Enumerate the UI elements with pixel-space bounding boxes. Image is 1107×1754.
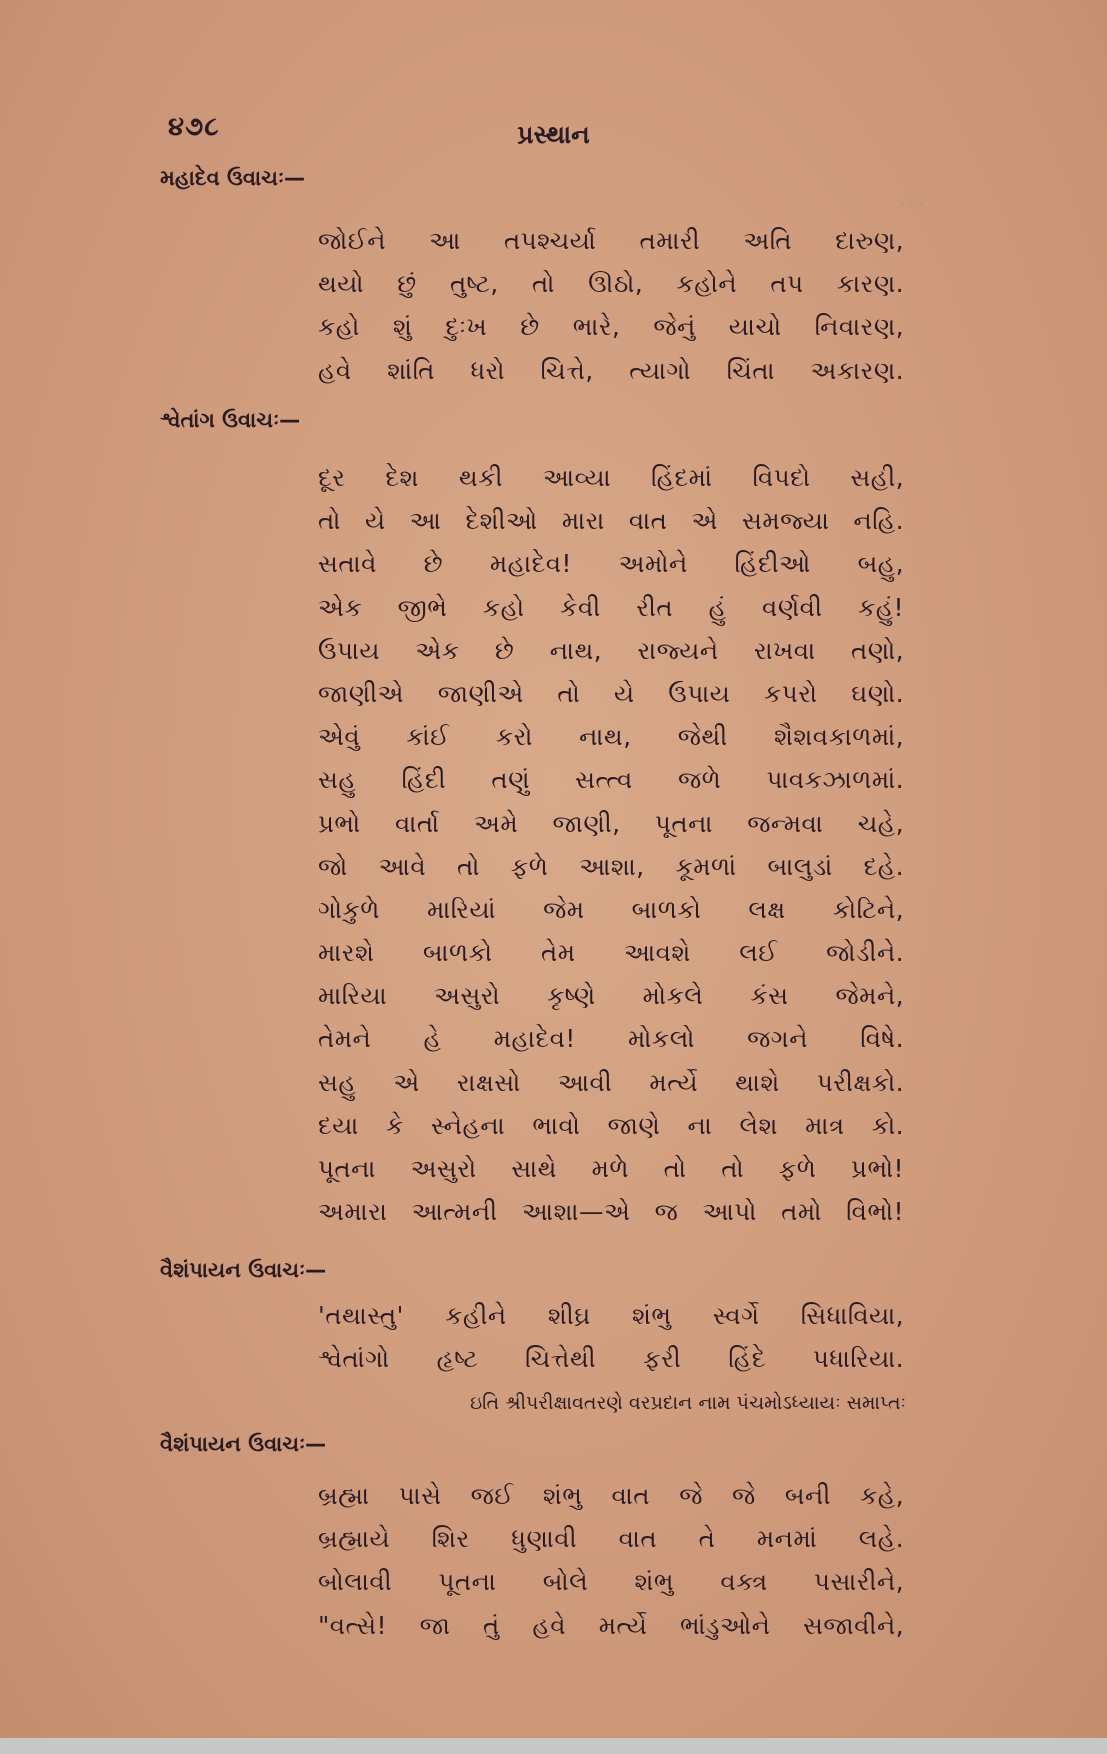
verse-line: ઉપાય એક છે નાથ, રાજ્યને રાખવા તણો, bbox=[318, 635, 904, 665]
verse-line: અમારા આત્મની આશા—એ જ આપો તમો વિભો! bbox=[318, 1197, 904, 1227]
verse-stanza bbox=[318, 219, 904, 392]
verse-line: થયો છું તુષ્ટ, તો ઊઠો, કહોને તપ કારણ. bbox=[318, 269, 904, 299]
verse-line: હવે શાંતિ ધરો ચિત્તે, ત્યાગો ચિંતા અકારણ. bbox=[318, 355, 904, 385]
verse-line: બ્રહ્માયે શિર ધુણાવી વાત તે મનમાં લહે. bbox=[318, 1524, 904, 1554]
scan-edge bbox=[0, 1738, 1107, 1754]
verse-line: 'તથાસ્તુ' કહીને શીઘ્ર શંભુ સ્વર્ગે સિધાવિયા, bbox=[318, 1301, 904, 1330]
verse-line: "વત્સે! જા તું હવે મર્ત્યે ભાંડુઓને સજાવીને, bbox=[318, 1610, 904, 1640]
verse-line: બ્રહ્મા પાસે જઈ શંભુ વાત જે જે બની કહે, bbox=[318, 1481, 904, 1510]
verse-line: દૂર દેશ થકી આવ્યા હિંદમાં વિપદો સહી, bbox=[318, 463, 904, 492]
verse-line: પ્રભો વાર્તા અમે જાણી, પૂતના જન્મવા ચહે, bbox=[318, 808, 904, 838]
verse-stanza bbox=[318, 456, 904, 1233]
verse-stanza bbox=[318, 1474, 904, 1647]
verse-line: દયા કે સ્નેહના ભાવો જાણે ના લેશ માત્ર કો. bbox=[318, 1110, 904, 1140]
verse-line: સહુ હિંદી તણું સત્ત્વ જળે પાવકઝાળમાં. bbox=[318, 765, 904, 795]
verse-line: જાણીએ જાણીએ તો યે ઉપાય કપરો ઘણો. bbox=[318, 678, 904, 708]
verse-line: શ્વેતાંગો હૃષ્ટ ચિત્તેથી ફરી હિંદે પધારિયા. bbox=[318, 1344, 904, 1374]
speaker-heading: મહાદેવ ઉવાચઃ— bbox=[160, 166, 305, 190]
speaker-heading: વૈશંપાયન ઉવાચઃ— bbox=[160, 1432, 327, 1456]
bleed-through-mark: · · · bbox=[900, 196, 924, 214]
verse-line: સતાવે છે મહાદેવ! અમોને હિંદીઓ બહુ, bbox=[318, 549, 904, 579]
verse-line: કહો શું દુઃખ છે ભારે, જેનું યાચો નિવારણ, bbox=[318, 312, 904, 342]
running-head: પ્રસ્થાન bbox=[517, 120, 590, 149]
chapter-colophon: ઇતિ શ્રીપરીક્ષાવતરણે વરપ્રદાન નામ પંચમોઽધ્યાયઃ સમાપ્તઃ bbox=[469, 1392, 906, 1414]
verse-line: જોઈને આ તપશ્ચર્યા તમારી અતિ દારુણ, bbox=[318, 226, 904, 255]
verse-line: ગોકુળે મારિયાં જેમ બાળકો લક્ષ કોટિને, bbox=[318, 894, 904, 924]
verse-line: તો યે આ દેશીઓ મારા વાત એ સમજ્યા નહિ. bbox=[318, 506, 904, 536]
verse-line: જો આવે તો ફળે આશા, કૂમળાં બાલુડાં દહે. bbox=[318, 851, 904, 881]
verse-line: સહુ એ રાક્ષસો આવી મર્ત્યે થાશે પરીક્ષકો. bbox=[318, 1067, 904, 1097]
speaker-heading: વૈશંપાયન ઉવાચઃ— bbox=[160, 1258, 327, 1282]
verse-line: પૂતના અસુરો સાથે મળે તો તો ફળે પ્રભો! bbox=[318, 1154, 904, 1183]
verse-stanza bbox=[318, 1294, 904, 1380]
verse-line: મારશે બાળકો તેમ આવશે લઈ જોડીને. bbox=[318, 938, 904, 968]
verse-line: બોલાવી પૂતના બોલે શંભુ વક્ત્ર પસારીને, bbox=[318, 1567, 904, 1597]
verse-line: મારિયા અસુરો કૃષ્ણે મોકલે કંસ જેમને, bbox=[318, 981, 904, 1011]
verse-line: એવું કાંઈ કરો નાથ, જેથી શૈશવકાળમાં, bbox=[318, 722, 904, 752]
page-number: ૪૭૮ bbox=[168, 112, 220, 142]
verse-line: તેમને હે મહાદેવ! મોકલો જગને વિષે. bbox=[318, 1024, 904, 1054]
speaker-heading: શ્વેતાંગ ઉવાચઃ— bbox=[160, 408, 301, 432]
verse-line: એક જીભે કહો કેવી રીત હું વર્ણવી કહું! bbox=[318, 592, 904, 622]
